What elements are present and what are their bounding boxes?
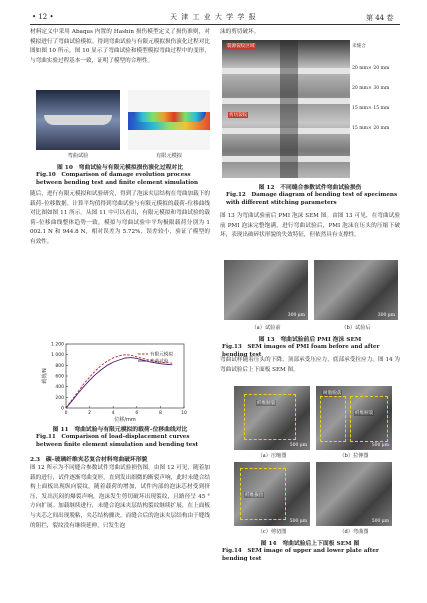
scale-bar: 300 μm — [377, 313, 395, 318]
fig14-sub-d: （d）弯曲图 — [339, 529, 369, 535]
paragraph: 随后，进行有限元模拟和试验研究，得到了泡沫夹层结构在弯曲加载下的载荷–位移数据。计算平均值得到弯曲试验与有限元模拟的载荷–位移曲线对比图如图 11 所示。从图 11 中可以看出，有限元模拟和弯曲试验的载荷–位移曲线整体趋势一致。模拟与弯曲试验中平均极限载荷分别为 1 002.1 N 和 944.8 N，相对误差为 5.72%，误差较小，验证了模型的有效性。 — [30, 191, 210, 245]
specimen-damage-photo — [222, 40, 350, 178]
y-tick-label: 1 000 — [51, 353, 64, 359]
fig14-caption-en: Fig.14 SEM image of upper and lower plate after bending test — [222, 548, 379, 562]
crack-region-label: 裂源裂纹区域 — [227, 44, 255, 49]
fig13-sub-b: （b）试验后 — [341, 325, 371, 331]
x-axis-label: 位移/mm — [114, 417, 136, 423]
paragraph: 材料定义中采用 Abaqus 内置的 Hashin 损伤模型定义了损伤准则，对模拟进行了弯曲试验模拟。得到弯曲试验与有限元模拟损伤演化过程对比图如图 10 所示。图 10 显示了弯曲试验和模型模拟弯曲过程中的变形，与弯曲实验过程基本一致，证明了模型的合理性。 — [30, 29, 210, 64]
label-20x20: 20 mm× 20 mm — [352, 66, 390, 71]
fig13-caption-zh: 图 13 弯曲试验前后 PMI 泡沫 SEM — [258, 337, 362, 343]
section-heading: 2.3 碳–玻璃纤维夹芯复合材料弯曲破坏形貌 — [30, 457, 148, 463]
paragraph: 弯曲试样随着压头的下降，顶部承受压应力，底部承受拉应力。图 14 为弯曲试验后上下面板 SEM 图。 — [220, 357, 400, 373]
fig13-sub-a: （a）试验前 — [251, 325, 281, 331]
y-tick-label: 1 200 — [51, 342, 64, 348]
volume: 第 44 卷 — [366, 14, 394, 22]
fiber-break-label: 纤维断裂 — [355, 411, 374, 416]
fig13-caption-en: Fig.13 SEM images of PMI foam before and after bending test — [222, 344, 380, 358]
legend-label: 弯曲试验 — [150, 359, 169, 365]
sem-before-image — [224, 260, 308, 320]
x-tick-label: 8 — [158, 411, 162, 416]
sem-shear-image — [234, 462, 310, 526]
y-tick-label: 0 — [61, 406, 64, 412]
fiber-break-label: 纤维断裂 — [257, 401, 276, 406]
sem-tension-image — [316, 386, 392, 450]
y-tick-label: 800 — [55, 363, 64, 369]
fig11-caption-en: Fig.11 Comparison of load–displacement curves between finite element simulation and bending test — [36, 434, 199, 448]
journal-title: 天 津 工 业 大 学 学 报 — [170, 13, 257, 21]
y-tick-label: 200 — [55, 395, 64, 401]
load-displacement-chart — [40, 340, 190, 423]
page-number: • 12 • — [32, 13, 54, 21]
x-tick-label: 0 — [64, 411, 68, 416]
scale-bar: 500 μm — [371, 443, 389, 448]
scale-bar: 500 μm — [371, 519, 389, 524]
scale-bar: 500 μm — [289, 519, 307, 524]
label-unstitched: 未缝合 — [352, 44, 366, 49]
x-tick-label: 4 — [111, 411, 115, 416]
paragraph: 图 13 为弯曲试验前后 PMI 泡沫 SEM 图。由图 13 可见，在弯曲试验前 PMI 泡沫完整饱满，进行弯曲试验后，PMI 泡沫在压头的压缩下破坏，表现出破碎状形貌的失效特征，但依然具有支撑性。 — [220, 213, 400, 239]
specimen-labels — [352, 44, 402, 132]
sem-bending-image — [316, 462, 392, 526]
fig12-caption-zh: 图 12 不同缝合参数试件弯曲试验损伤 — [258, 185, 362, 191]
fig10-sub-b: 有限元模拟 — [156, 153, 182, 159]
paragraph: 沫的剪切破坏。 — [220, 29, 260, 35]
fig12-caption-en: Fig.12 Damage diagram of bending test of specimens with different stitching parameters — [226, 192, 398, 206]
fig10-caption-zh: 图 10 弯曲试验与有限元模拟损伤演化过程对比 — [56, 165, 184, 171]
label-20x30: 20 mm× 30 mm — [352, 86, 390, 91]
bending-test-photo — [36, 90, 120, 150]
label-15x15: 15 mm× 15 mm — [352, 106, 390, 111]
fig14-sub-b: （b）拉伸图 — [339, 453, 369, 459]
y-tick-label: 600 — [55, 374, 64, 380]
shear-crack-label: 剪切裂纹 — [229, 113, 248, 118]
fiber-pullout-label: 纤维拔出 — [245, 493, 264, 498]
y-tick-label: 400 — [55, 385, 64, 391]
x-tick-label: 10 — [181, 411, 187, 416]
fig14-sub-a: （a）压缩图 — [257, 453, 287, 459]
legend-label: 有限元模拟 — [150, 352, 173, 358]
resin-detach-label: 树脂脱落 — [323, 391, 342, 396]
series-line-1 — [66, 358, 172, 408]
paragraph: 图 12 所示为不同缝合参数试件弯曲试验损伤图。由图 12 可见，随着加载的进行，试件逐渐弯曲变形，直到发出细微的断裂声响，此时未缝合结构上面板出现纵向裂纹，随着载荷的增加，试件内部的泡沫芯材受到挤压，发出沉闷的爆裂声响，泡沫发生剪切破坏出现裂纹，且路径呈 45 °方向扩展。加载继续进行，未缝合泡沫夹层结构裂纹继续扩展，在上面板与夹芯之间出现脱粘，夹芯结构骤决。而缝合后的泡沫夹层结构由于缝线的阻拦，裂纹没有继续延伸，只发生泡 — [30, 465, 210, 529]
sem-after-image — [314, 260, 398, 320]
header-rule — [30, 24, 400, 25]
fig10-caption-en: Fig.10 Comparison of damage evolution process between bending test and finite element simulation — [36, 172, 199, 186]
x-tick-label: 2 — [88, 411, 92, 416]
fig14-caption-zh: 图 14 弯曲试验后上下面板 SEM 图 — [260, 541, 360, 547]
scale-bar: 500 μm — [289, 443, 307, 448]
fig10-sub-a: 弯曲试验 — [67, 153, 89, 159]
sem-compression-image — [234, 386, 310, 450]
y-axis-label: 载荷/N — [42, 368, 48, 384]
x-tick-label: 6 — [135, 411, 139, 416]
fig11-caption-zh: 图 11 弯曲试验与有限元模拟的载荷–位移曲线对比 — [52, 427, 188, 433]
scale-bar: 300 μm — [287, 313, 305, 318]
fem-simulation-image — [128, 90, 210, 150]
label-15x20: 15 mm× 20 mm — [352, 126, 390, 131]
fig14-sub-c: （c）剪切图 — [257, 529, 287, 535]
